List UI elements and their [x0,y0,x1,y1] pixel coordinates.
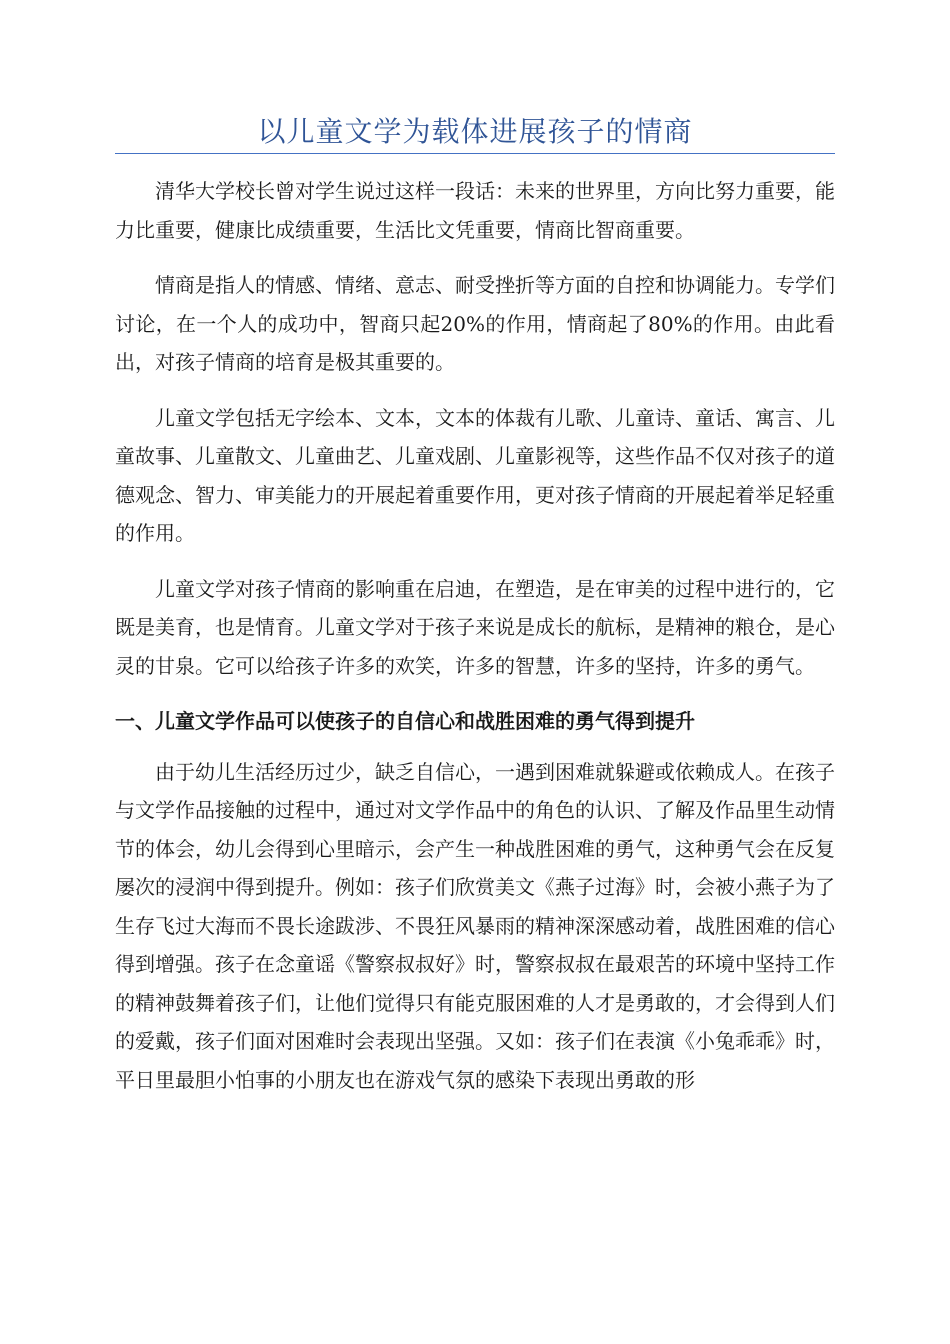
title-underline [115,153,835,154]
document-title: 以儿童文学为载体进展孩子的情商 [257,115,693,148]
paragraph-section-1: 由于幼儿生活经历过少，缺乏自信心，一遇到困难就躲避或依赖成人。在孩子与文学作品接触的过程中，通过对文学作品中的角色的认识、了解及作品里生动情节的体会，幼儿会得到心里暗示，会产生一种战胜困难的勇气，这种勇气会在反复屡次的浸润中得到提升。例如：孩子们欣赏美文《燕子过海》时，会被小燕子为了生存飞过大海而不畏长途跋涉、不畏狂风暴雨的精神深深感动着，战胜困难的信心得到增强。孩子在念童谣《警察叔叔好》时，警察叔叔在最艰苦的环境中坚持工作的精神鼓舞着孩子们，让他们觉得只有能克服困难的人才是勇敢的，才会得到人们的爱戴，孩子们面对困难时会表现出坚强。又如：孩子们在表演《小兔乖乖》时，平日里最胆小怕事的小朋友也在游戏气氛的感染下表现出勇敢的形 [115,759,835,1092]
paragraph-intro-quote: 清华大学校长曾对学生说过这样一段话：未来的世界里，方向比努力重要，能力比重要，健康比成绩重要，生活比文凭重要，情商比智商重要。 [115,179,835,242]
section-heading-1: 一、儿童文学作品可以使孩子的自信心和战胜困难的勇气得到提升 [115,709,695,733]
paragraph-eq-definition: 情商是指人的情感、情绪、意志、耐受挫折等方面的自控和协调能力。专学们讨论，在一个人的成功中，智商只起20%的作用，情商起了80%的作用。由此看出，对孩子情商的培育是极其重要的。 [115,273,835,374]
paragraph-literature-influence: 儿童文学对孩子情商的影响重在启迪，在塑造，是在审美的过程中进行的，它既是美育，也是情育。儿童文学对于孩子来说是成长的航标，是精神的粮仓，是心灵的甘泉。它可以给孩子许多的欢笑，许多的智慧，许多的坚持，许多的勇气。 [115,576,835,678]
paragraph-childrens-literature: 儿童文学包括无字绘本、文本，文本的体裁有儿歌、儿童诗、童话、寓言、儿童故事、儿童散文、儿童曲艺、儿童戏剧、儿童影视等，这些作品不仅对孩子的道德观念、智力、审美能力的开展起着重要作用，更对孩子情商的开展起着举足轻重的作用。 [115,405,835,545]
document-body [115,172,835,1116]
